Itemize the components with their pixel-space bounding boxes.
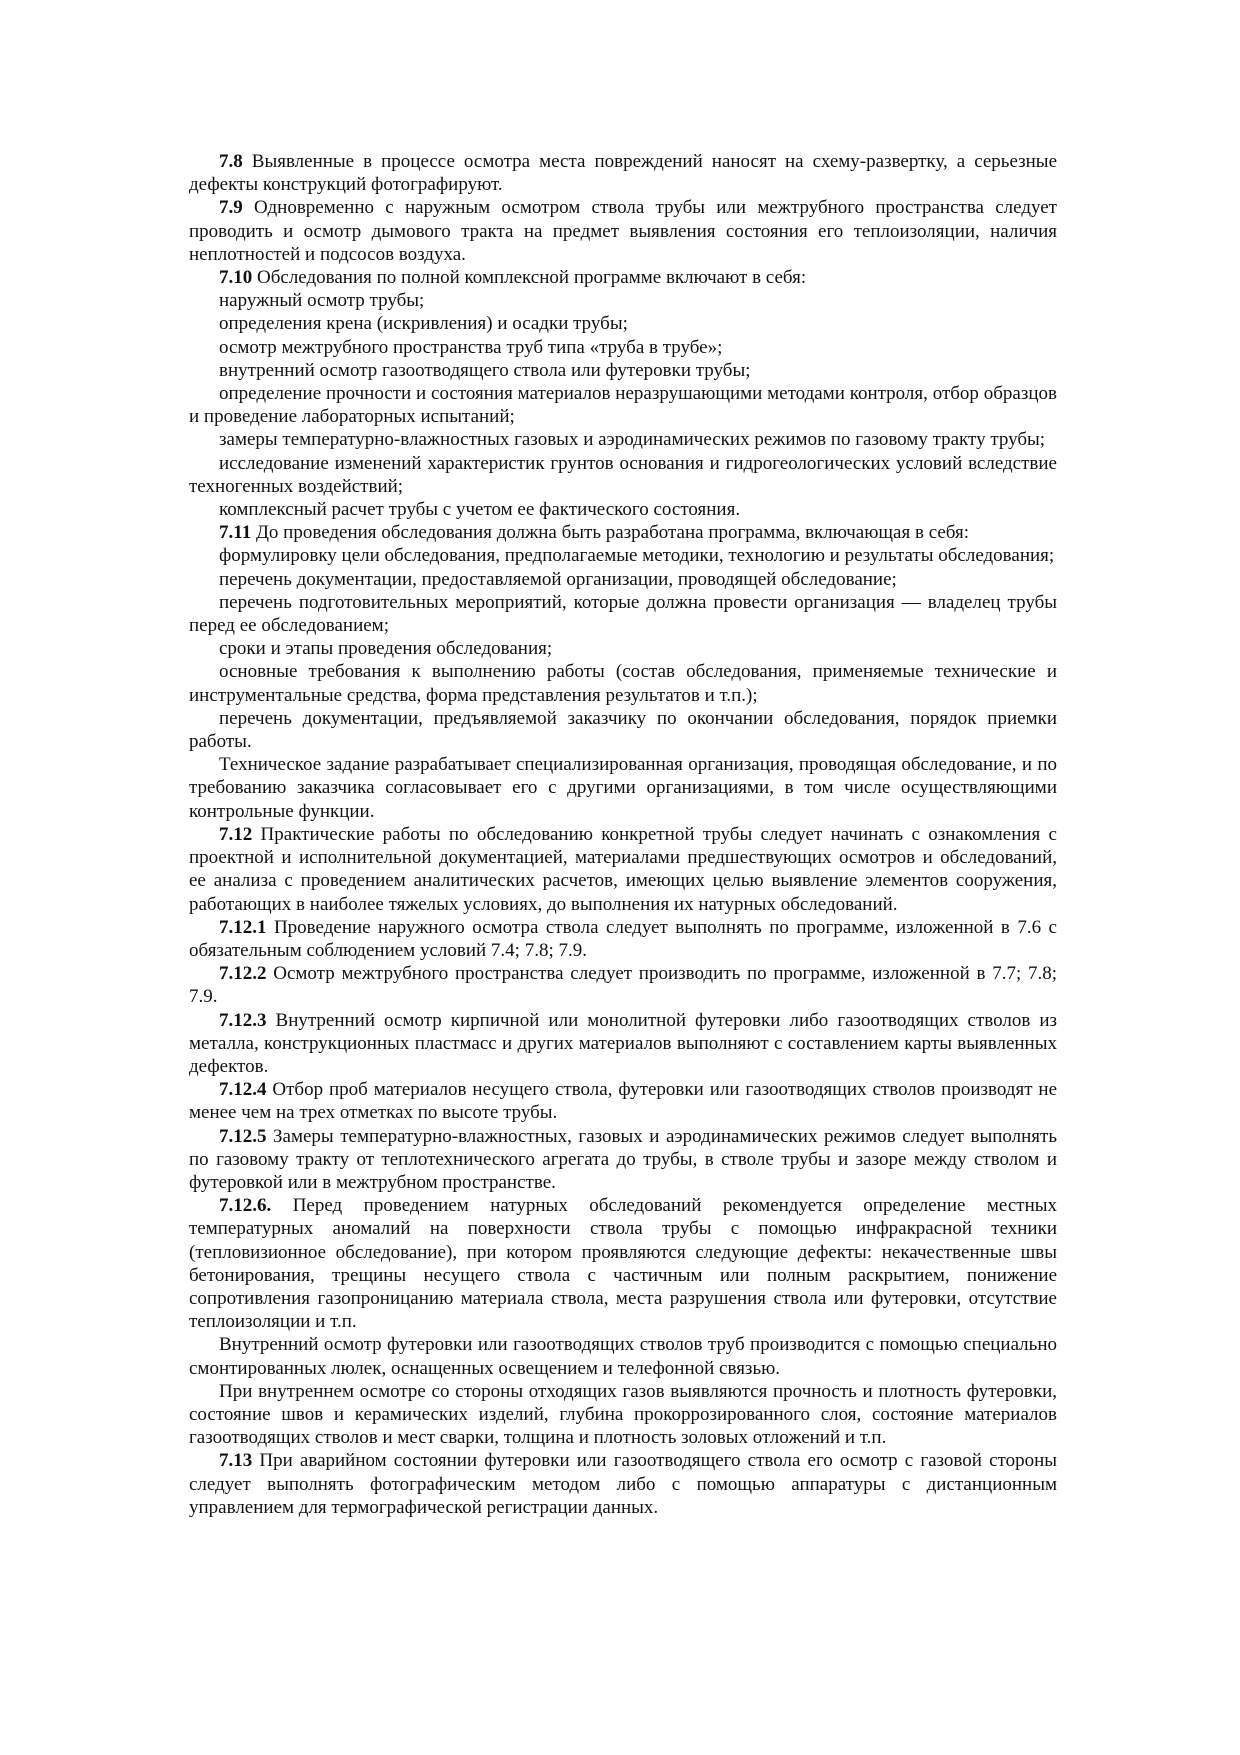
section-number: 7.11 xyxy=(219,522,252,544)
paragraph xyxy=(189,498,1057,521)
paragraph xyxy=(189,544,1057,567)
paragraph-text: наружный осмотр трубы; xyxy=(219,290,425,312)
paragraph-text: перечень документации, предоставляемой организации, проводящей обследование; xyxy=(219,568,897,590)
paragraph-text: внутренний осмотр газоотводящего ствола или футеровки трубы; xyxy=(219,359,751,381)
paragraph-text: Выявленные в процессе осмотра места повреждений наносят на схему-развертку, а серьезные дефекты конструкций фотографируют. xyxy=(189,151,1057,196)
paragraph-text: Проведение наружного осмотра ствола следует выполнять по программе, изложенной в 7.6 с обязательным соблюдением условий 7.4; 7.8; 7.9. xyxy=(189,916,1057,961)
paragraph-text: основные требования к выполнению работы (состав обследования, применяемые технические и инструментальные средства, форма представления результатов и т.п.); xyxy=(189,661,1057,706)
paragraph xyxy=(189,521,1057,544)
section-number: 7.12.2 xyxy=(219,963,267,985)
paragraph xyxy=(189,568,1057,591)
section-number: 7.12.1 xyxy=(219,916,267,938)
paragraph xyxy=(189,359,1057,382)
document-page xyxy=(189,150,1057,1519)
section-number: 7.12.5 xyxy=(219,1125,267,1147)
section-number: 7.12.4 xyxy=(219,1079,267,1101)
paragraph-text: Замеры температурно-влажностных, газовых и аэродинамических режимов следует выполнять по газовому тракту от теплотехнического агрегата до трубы, в стволе трубы и зазоре между стволом и футеровкой или в межтрубном пространстве. xyxy=(189,1125,1057,1193)
paragraph xyxy=(189,1078,1057,1124)
paragraph xyxy=(189,382,1057,428)
paragraph-text: сроки и этапы проведения обследования; xyxy=(219,638,553,660)
paragraph xyxy=(189,1194,1057,1333)
paragraph xyxy=(189,150,1057,196)
paragraph xyxy=(189,660,1057,706)
paragraph xyxy=(189,707,1057,753)
paragraph xyxy=(189,962,1057,1008)
paragraph-text: перечень документации, предъявляемой заказчику по окончании обследования, порядок приемки работы. xyxy=(189,707,1057,753)
paragraph xyxy=(189,823,1057,916)
paragraph-text: Обследования по полной комплексной программе включают в себя: xyxy=(252,267,807,289)
paragraph xyxy=(189,452,1057,498)
paragraph xyxy=(189,266,1057,289)
section-number: 7.10 xyxy=(219,267,253,289)
paragraph-text: При внутреннем осмотре со стороны отходящих газов выявляются прочность и плотность футеровки, состояние швов и керамических изделий, глубина прокоррозированного слоя, состояние материалов газоотводящих стволов и мест сварки, толщина и плотность золовых отложений и т.п. xyxy=(189,1380,1057,1449)
paragraph xyxy=(189,591,1057,637)
paragraph-text: Одновременно с наружным осмотром ствола трубы или межтрубного пространства следует проводить и осмотр дымового тракта на предмет выявления состояния его теплоизоляции, наличия неплотностей и подсосов воздуха. xyxy=(189,197,1057,265)
paragraph-text: Практические работы по обследованию конкретной трубы следует начинать с ознакомления с проектной и исполнительной документацией, материалами предшествующих осмотров и обследований, ее анализа с проведением аналитических расчетов, имеющих целью выявление элементов сооружения, работающих в наиболее тяжелых условиях, до выполнения их натурных обследований. xyxy=(189,823,1057,915)
paragraph-text: замеры температурно-влажностных газовых и аэродинамических режимов по газовому тракту трубы; xyxy=(219,429,1046,451)
paragraph xyxy=(189,1449,1057,1519)
paragraph xyxy=(189,1009,1057,1079)
paragraph xyxy=(189,1125,1057,1195)
section-number: 7.12.3 xyxy=(219,1009,267,1031)
paragraph-text: Перед проведением натурных обследований рекомендуется определение местных температурных аномалий на поверхности ствола трубы с помощью инфракрасной техники (тепловизионное обследование), при котором проявляются следующие дефекты: некачественные швы бетонирования, трещины несущего ствола с частичным или полным раскрытием, понижение сопротивления газопроницанию материала ствола, места разрушения ствола или футеровки, отсутствие теплоизоляции и т.п. xyxy=(189,1195,1057,1333)
paragraph xyxy=(189,1333,1057,1379)
paragraph xyxy=(189,428,1057,451)
paragraph-text: определение прочности и состояния материалов неразрушающими методами контроля, отбор образцов и проведение лабораторных испытаний; xyxy=(189,383,1057,428)
paragraph xyxy=(189,196,1057,266)
paragraph xyxy=(189,312,1057,335)
paragraph xyxy=(189,916,1057,962)
section-number: 7.12.6. xyxy=(219,1195,272,1217)
section-number: 7.12 xyxy=(219,823,253,845)
paragraph xyxy=(189,336,1057,359)
paragraph xyxy=(189,753,1057,823)
paragraph-text: комплексный расчет трубы с учетом ее фактического состояния. xyxy=(219,499,741,521)
paragraph-text: Внутренний осмотр футеровки или газоотводящих стволов труб производится с помощью специально смонтированных люлек, оснащенных освещением и телефонной связью. xyxy=(189,1334,1057,1379)
section-number: 7.13 xyxy=(219,1450,253,1472)
paragraph-text: Техническое задание разрабатывает специализированная организация, проводящая обследование, и по требованию заказчика согласовывает его с другими организациями, в том числе осуществляющими контрольные функции. xyxy=(189,754,1057,822)
paragraph-text: Отбор проб материалов несущего ствола, футеровки или газоотводящих стволов производят не менее чем на трех отметках по высоте трубы. xyxy=(189,1079,1057,1124)
section-number: 7.8 xyxy=(219,151,243,172)
paragraph-text: осмотр межтрубного пространства труб типа «труба в трубе»; xyxy=(219,336,723,358)
paragraph-text: Осмотр межтрубного пространства следует производить по программе, изложенной в 7.7; 7.8; 7.9. xyxy=(189,963,1057,1008)
paragraph-text: формулировку цели обследования, предполагаемые методики, технологию и результаты обследования; xyxy=(219,545,1055,567)
paragraph xyxy=(189,289,1057,312)
paragraph-text: При аварийном состоянии футеровки или газоотводящего ствола его осмотр с газовой стороны следует выполнять фотографическим методом либо с помощью аппаратуры с дистанционным управлением для термографической регистрации данных. xyxy=(189,1450,1057,1518)
paragraph-text: определения крена (искривления) и осадки трубы; xyxy=(219,313,628,335)
paragraph-text: перечень подготовительных мероприятий, которые должна провести организация — владелец трубы перед ее обследованием; xyxy=(189,591,1057,637)
paragraph-text: исследование изменений характеристик грунтов основания и гидрогеологических условий вследствие техногенных воздействий; xyxy=(189,452,1057,497)
section-number: 7.9 xyxy=(219,197,243,219)
paragraph-text: Внутренний осмотр кирпичной или монолитной футеровки либо газоотводящих стволов из металла, конструкционных пластмасс и других материалов выполняют с составлением карты выявленных дефектов. xyxy=(189,1009,1057,1077)
paragraph xyxy=(189,1380,1057,1450)
paragraph xyxy=(189,637,1057,660)
paragraph-text: До проведения обследования должна быть разработана программа, включающая в себя: xyxy=(251,522,970,544)
